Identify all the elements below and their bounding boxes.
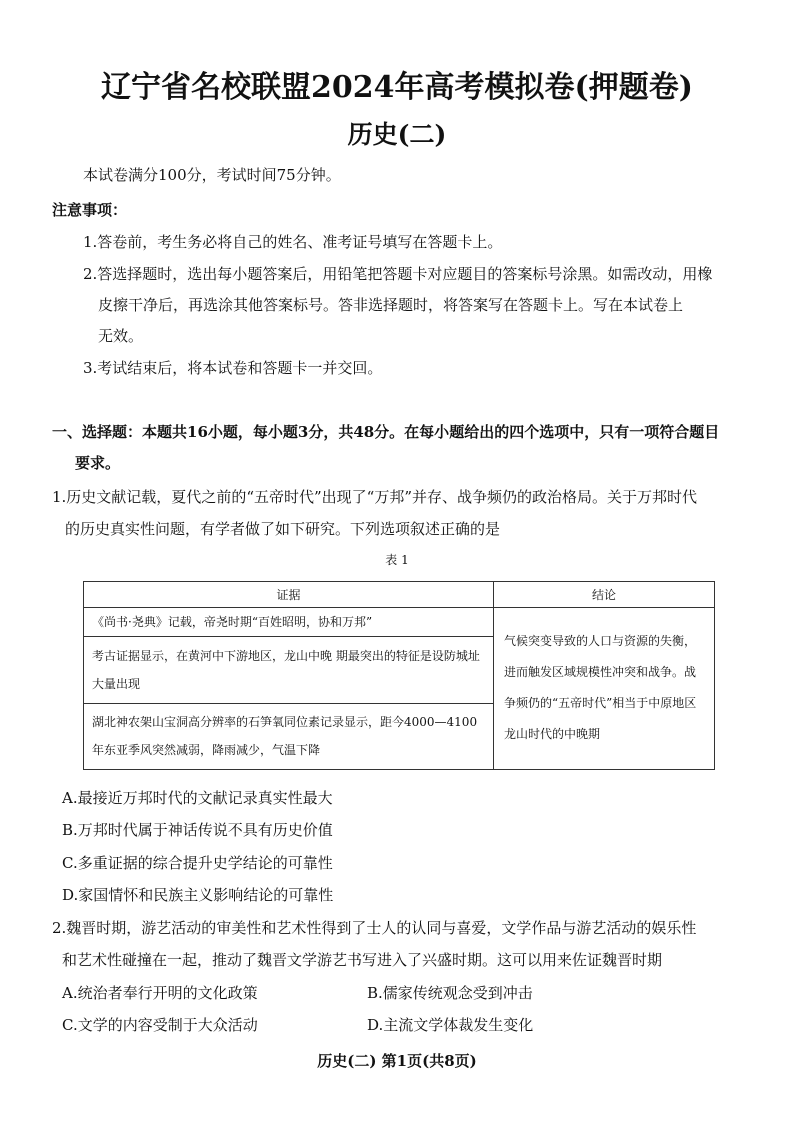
- question-2-option-b: B.儒家传统观念受到冲击: [367, 984, 533, 1002]
- question-1-option-b: B.万邦时代属于神话传说不具有历史价值: [62, 821, 333, 839]
- question-2-option-c: C.文学的内容受制于大众活动: [62, 1016, 258, 1034]
- notice-item: 2.答选择题时，选出每小题答案后，用铅笔把答题卡对应题目的答案标号涂黑。如需改动，用橡: [83, 265, 713, 283]
- evidence-cell: 湖北神农架山宝洞高分辨率的石笋氧同位素记录显示，距今4000—4100年东亚季风突然减弱，降雨减少，气温下降: [84, 703, 494, 769]
- table-header-evidence: 证据: [84, 582, 494, 608]
- question-1-option-a: A.最接近万邦时代的文献记录真实性最大: [62, 789, 333, 807]
- section-heading: 一、选择题：本题共16小题，每小题3分，共48分。在每小题给出的四个选项中，只有一项符合题目: [52, 423, 720, 441]
- page-footer: 历史(二) 第1页(共8页): [317, 1052, 477, 1070]
- question-2-option-a: A.统治者奉行开明的文化政策: [62, 984, 258, 1002]
- notice-item: 1.答卷前，考生务必将自己的姓名、准考证号填写在答题卡上。: [83, 233, 503, 251]
- notice-item-continued: 无效。: [98, 327, 144, 345]
- question-2-stem-continued: 和艺术性碰撞在一起，推动了魏晋文学游艺书写进入了兴盛时期。这可以用来佐证魏晋时期: [62, 951, 663, 969]
- intro-text: 本试卷满分100分，考试时间75分钟。: [83, 166, 341, 184]
- notice-heading: 注意事项：: [52, 201, 128, 219]
- notice-item-continued: 皮擦干净后，再选涂其他答案标号。答非选择题时，将答案写在答题卡上。写在本试卷上: [98, 296, 684, 314]
- question-1-option-d: D.家国情怀和民族主义影响结论的可靠性: [62, 886, 334, 904]
- table-header-conclusion: 结论: [494, 582, 715, 608]
- conclusion-cell: 气候突变导致的人口与资源的失衡，进而触发区域规模性冲突和战争。战争频仍的“五帝时代”相当于中原地区龙山时代的中晚期: [494, 607, 715, 769]
- question-2-stem: 2.魏晋时期，游艺活动的审美性和艺术性得到了士人的认同与喜爱，文学作品与游艺活动的娱乐性: [52, 919, 697, 937]
- page-title: 辽宁省名校联盟2024年高考模拟卷(押题卷): [101, 70, 693, 105]
- question-1-option-c: C.多重证据的综合提升史学结论的可靠性: [62, 854, 333, 872]
- question-1-stem-continued: 的历史真实性问题，有学者做了如下研究。下列选项叙述正确的是: [65, 520, 501, 538]
- notice-item: 3.考试结束后，将本试卷和答题卡一并交回。: [83, 359, 383, 377]
- evidence-cell: 《尚书·尧典》记载，帝尧时期“百姓昭明，协和万邦”: [84, 607, 494, 637]
- section-heading-continued: 要求。: [75, 454, 121, 472]
- page-subtitle: 历史(二): [347, 120, 447, 149]
- evidence-table: [83, 581, 715, 770]
- table-caption: 表 1: [385, 553, 409, 567]
- evidence-cell: 考古证据显示，在黄河中下游地区，龙山中晚 期最突出的特征是设防城址大量出现: [84, 637, 494, 703]
- question-2-option-d: D.主流文学体裁发生变化: [367, 1016, 534, 1034]
- question-1-stem: 1.历史文献记载，夏代之前的“五帝时代”出现了“万邦”并存、战争频仍的政治格局。关于万邦时代: [52, 488, 697, 506]
